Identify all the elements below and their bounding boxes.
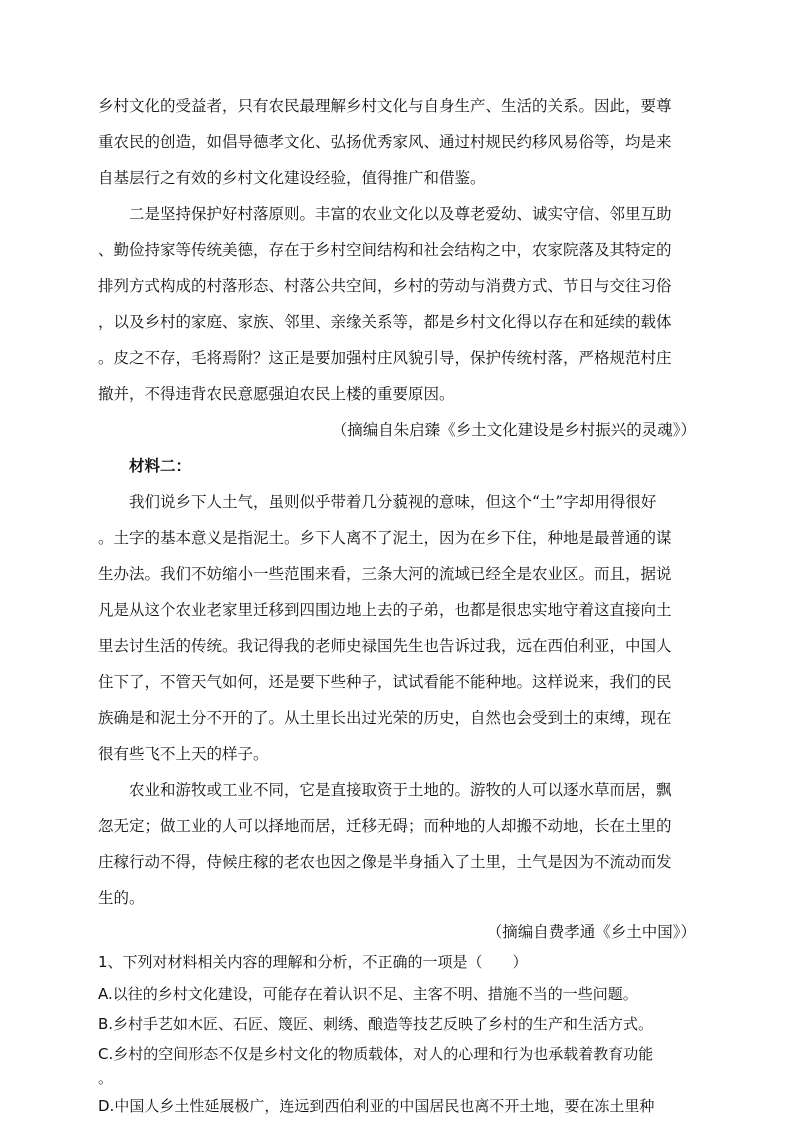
paragraph-line: ，以及乡村的家庭、家族、邻里、亲缘关系等，都是乡村文化得以存在和延续的载体 xyxy=(98,313,672,331)
paragraph-line: 、勤俭持家等传统美德，存在于乡村空间结构和社会结构之中，农家院落及其特定的 xyxy=(98,241,672,259)
paragraph-line: 生的。 xyxy=(98,889,145,907)
paragraph-line: 重农民的创造，如倡导德孝文化、弘扬优秀家风、通过村规民约移风易俗等，均是来 xyxy=(98,133,672,151)
paragraph-line: 族确是和泥土分不开的了。从土里长出过光荣的历史，自然也会受到土的束缚，现在 xyxy=(98,709,672,727)
paragraph-line: 住下了，不管天气如何，还是要下些种子，试试看能不能种地。这样说来，我们的民 xyxy=(98,673,672,691)
paragraph-line: 撤并，不得违背农民意愿强迫农民上楼的重要原因。 xyxy=(98,385,455,403)
paragraph-line: 里去讨生活的传统。我记得我的老师史禄国先生也告诉过我，远在西伯利亚，中国人 xyxy=(98,637,672,655)
paragraph-line: 。土字的基本意义是指泥土。乡下人离不了泥土，因为在乡下住，种地是最普通的谋 xyxy=(98,529,672,547)
question-stem: 1、下列对材料相关内容的理解和分析，不正确的一项是（ ） xyxy=(98,953,528,971)
section-heading: 材料二： xyxy=(98,456,192,475)
paragraph-line: 。皮之不存，毛将焉附？这正是要加强村庄风貌引导，保护传统村落，严格规范村庄 xyxy=(98,349,672,367)
paragraph-line: 庄稼行动不得，侍候庄稼的老农也因之像是半身插入了土里，土气是因为不流动而发 xyxy=(98,853,672,871)
paragraph-line: 很有些飞不上天的样子。 xyxy=(98,745,269,763)
option-b: B.乡村手艺如木匠、石匠、篾匠、刺绣、酿造等技艺反映了乡村的生产和生活方式。 xyxy=(98,1015,654,1033)
option-c-continued: 。 xyxy=(98,1069,114,1087)
source-citation: （摘编自朱启臻《乡土文化建设是乡村振兴的灵魂》） xyxy=(331,421,696,439)
option-c: C.乡村的空间形态不仅是乡村文化的物质载体，对人的心理和行为也承载着教育功能 xyxy=(98,1045,654,1063)
paragraph-line: 我们说乡下人土气，虽则似乎带着几分藐视的意味，但这个“土”字却用得很好 xyxy=(98,493,657,511)
paragraph-line: 生办法。我们不妨缩小一些范围来看，三条大河的流域已经全是农业区。而且，据说 xyxy=(98,565,672,583)
paragraph-line: 排列方式构成的村落形态、村落公共空间，乡村的劳动与消费方式、节日与交往习俗 xyxy=(98,277,672,295)
paragraph-line: 忽无定；做工业的人可以择地而居，迁移无碍；而种地的人却搬不动地，长在土里的 xyxy=(98,817,672,835)
option-a: A.以往的乡村文化建设，可能存在着认识不足、主客不明、措施不当的一些问题。 xyxy=(98,985,638,1003)
paragraph-line: 自基层行之有效的乡村文化建设经验，值得推广和借鉴。 xyxy=(98,169,486,187)
paragraph-line: 凡是从这个农业老家里迁移到四围边地上去的子弟，也都是很忠实地守着这直接向土 xyxy=(98,601,672,619)
option-d: D.中国人乡土性延展极广，连远到西伯利亚的中国居民也离不开土地，要在冻土里种 xyxy=(98,1097,655,1115)
paragraph-line: 乡村文化的受益者，只有农民最理解乡村文化与自身生产、生活的关系。因此，要尊 xyxy=(98,97,672,115)
source-citation: （摘编自费孝通《乡土中国》） xyxy=(486,923,696,941)
paragraph-line: 农业和游牧或工业不同，它是直接取资于土地的。游牧的人可以逐水草而居，飘 xyxy=(98,781,672,799)
paragraph-line: 二是坚持保护好村落原则。丰富的农业文化以及尊老爱幼、诚实守信、邻里互助 xyxy=(98,205,672,223)
